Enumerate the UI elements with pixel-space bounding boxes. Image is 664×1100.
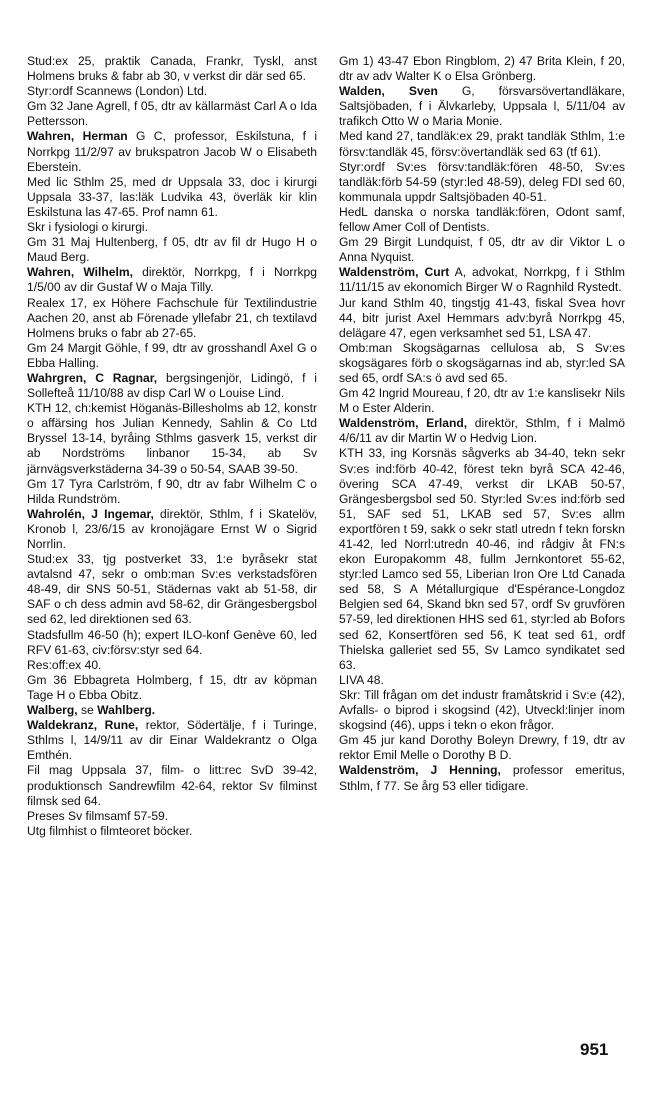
entry-name: Waldenström, J Henning, bbox=[339, 763, 501, 778]
entry-paragraph: Res:off:ex 40. bbox=[27, 657, 102, 672]
entry-text: bergsingenjör, Lidingö, f i Sollefteå 11/10/88 av disp Carl W o Louise Lind. bbox=[27, 370, 317, 401]
entry-paragraph: Gm 45 jur kand Dorothy Boleyn Drewry, f 19, dtr av rektor Emil Melle o Dorothy B D. bbox=[339, 733, 625, 763]
entry-paragraph: Stud:ex 33, tjg postverket 33, 1:e byråsekr stat avtalsnd 47, sekr o omb:man Sv:es verkstadsfören 48-49, dir SNS 50-51, Städernas vakt ab 51-58, dir SAF o ch dess admin avd 58-62, dir Grängesbergsbol sed 62, led direktionen sed 63. bbox=[27, 552, 317, 627]
entry-name: Wahrgren, C Ragnar, bbox=[27, 370, 158, 385]
biography-entry bbox=[27, 507, 317, 552]
entry-paragraph: HedL danska o norska tandläk:fören, Odont samf, fellow Amer Coll of Dentists. bbox=[339, 204, 625, 235]
entry-paragraph: Styr:ordf Sv:es försv:tandläk:fören 48-50, Sv:es tandläk:förb 54-59 (styr:led 48-59), deleg FDI sed 60, kommunala uppdr Saltsjöbaden 40-51. bbox=[339, 159, 625, 204]
biography-entry bbox=[27, 718, 317, 763]
entry-text: direktör, Norrkpg, f i Norrkpg 1/5/00 av dir Gustaf W o Maja Tilly. bbox=[27, 265, 317, 295]
entry-name: Wahren, Wilhelm, bbox=[27, 265, 133, 280]
biography-entry bbox=[339, 416, 625, 446]
entry-paragraph: Utg filmhist o filmteoret böcker. bbox=[27, 823, 193, 838]
entry-name: Wahrolén, J Ingemar, bbox=[27, 506, 154, 521]
biography-entry bbox=[339, 763, 625, 793]
entry-paragraph: Realex 17, ex Höhere Fachschule für Textilindustrie Aachen 20, anst ab Förenade yllefabr 21, ch textilavd Holmens bruks o fabr ab 27-65. bbox=[27, 295, 317, 340]
entry-paragraph: KTH 33, ing Korsnäs sågverks ab 34-40, tekn sekr Sv:es ind:förb 40-42, förest tekn byrå SCA 42-46, övering SCA 47-49, verkst dir LKAB 50-57, Grängesbergsbol sed 50. Styr:led Sv:es ind:förb sed 51, SAF sed 51, LKAB sed 57, Sv:es allm exportfören t 59, sakk o sekr statl utredn f tekn forskn 41-42, led Norrl:utredn 40-46, ind rådgiv åt FN:s ekon Europakomm 48, fullm Jernkontoret 55-62, styr:led Lamco sed 55, Liberian Iron Ore Ltd Canada sed 58, S A Métallurgique d'Espérance-Longdoz Belgien sed 64, Skand bkn sed 57, ordf Sv gruvfören 57-59, led direktionen HHS sed 61, styr:led ab Bofors sed 62, Konsertfören sed 56, K teat sed 61, ordf Thielska galleriet sed 55, Sv Lamco syndikatet sed 63. bbox=[339, 446, 625, 672]
entry-text: direktör, Sthlm, f i Skatelöv, Kronob l, 23/6/15 av kronojägare Ernst W o Sigrid Norrlin. bbox=[27, 506, 317, 551]
entry-text: rektor, Södertälje, f i Turinge, Sthlms l, 14/9/11 av dir Einar Waldekrantz o Olga Emthén. bbox=[27, 718, 317, 763]
biography-entry bbox=[27, 265, 317, 295]
entry-name: Wahren, Herman bbox=[27, 129, 128, 144]
biography-entry: Walberg, se Wahlberg. bbox=[27, 703, 156, 718]
entry-paragraph: Gm 36 Ebbagreta Holmberg, f 15, dtr av köpman Tage H o Ebba Obitz. bbox=[27, 672, 317, 702]
entry-paragraph: Gm 24 Margit Göhle, f 99, dtr av grosshandl Axel G o Ebba Halling. bbox=[27, 340, 317, 370]
entry-paragraph: Skr i fysiologi o kirurgi. bbox=[27, 220, 148, 235]
biography-entry bbox=[339, 84, 625, 129]
entry-paragraph: Styr:ordf Scannews (London) Ltd. bbox=[27, 84, 208, 99]
entry-name: Waldekranz, Rune, bbox=[27, 718, 139, 733]
page-number: 951 bbox=[580, 1040, 609, 1059]
entry-name: Waldenström, Curt bbox=[339, 265, 450, 280]
entry-text: professor emeritus, Sthlm, f 77. Se årg 53 eller tidigare. bbox=[339, 763, 625, 793]
left-column bbox=[27, 54, 317, 839]
entry-paragraph: Omb:man Skogsägarnas cellulosa ab, S Sv:es skogsägares förb o skogsägarnas ind ab, styr:led SA sed 65, ordf SA:s ö avd sed 65. bbox=[339, 340, 625, 385]
entry-paragraph: Stadsfullm 46-50 (h); expert ILO-konf Genève 60, led RFV 61-63, civ:försv:styr sed 64. bbox=[27, 627, 317, 657]
cross-reference-name: Wahlberg. bbox=[97, 703, 156, 718]
entry-paragraph: Gm 17 Tyra Carlström, f 90, dtr av fabr Wilhelm C o Hilda Rundström. bbox=[27, 476, 317, 506]
entry-text: direktör, Sthlm, f i Malmö 4/6/11 av dir Martin W o Hedvig Lion. bbox=[339, 416, 625, 446]
entry-paragraph: Skr: Till frågan om det industr framåtskrid i Sv:e (42), Avfalls- o biprod i skogsind (42), Utveckl:linjer inom skogsind (46), upps i tekn o ekon frågor. bbox=[339, 687, 625, 733]
entry-paragraph: Preses Sv filmsamf 57-59. bbox=[27, 808, 169, 823]
entry-paragraph: Gm 1) 43-47 Ebon Ringblom, 2) 47 Brita Klein, f 20, dtr av adv Walter K o Elsa Grönberg. bbox=[339, 54, 625, 84]
entry-paragraph: KTH 12, ch:kemist Höganäs-Billesholms ab 12, konstr o affärsing hos Julian Kennedy, Sahlin & Co Ltd Bryssel 13-14, byråing Sthlms gasverk 15, verkst dir ab Nordströms linbanor 15-34, ab Sv järnvägsverkstäderna 34-39 o 50-54, SAAB 39-50. bbox=[27, 401, 317, 476]
biography-entry bbox=[27, 371, 317, 401]
entry-name: Walden, Sven bbox=[339, 84, 438, 99]
entry-paragraph: Gm 29 Birgit Lundquist, f 05, dtr av dir Viktor L o Anna Nyquist. bbox=[339, 235, 625, 265]
biography-entry bbox=[27, 129, 317, 174]
entry-paragraph: Fil mag Uppsala 37, film- o litt:rec SvD 39-42, produktionsch Sandrewfilm 42-64, rektor Sv filminst filmsk sed 64. bbox=[27, 763, 317, 808]
entry-text: G, försvarsövertandläkare, Saltsjöbaden, f i Älvkarleby, Uppsala l, 5/11/04 av trafikch Otto W o Maria Monie. bbox=[339, 84, 626, 129]
entry-paragraph: Gm 32 Jane Agrell, f 05, dtr av källarmäst Carl A o Ida Pettersson. bbox=[27, 99, 317, 129]
entry-text: G C, professor, Eskilstuna, f i Norrkpg 11/2/97 av brukspatron Jacob W o Elisabeth Eberstein. bbox=[27, 129, 318, 174]
entry-paragraph: Gm 31 Maj Hultenberg, f 05, dtr av fil dr Hugo H o Maud Berg. bbox=[27, 235, 317, 265]
entry-paragraph: Gm 42 Ingrid Moureau, f 20, dtr av 1:e kanslisekr Nils M o Ester Alderin. bbox=[339, 386, 625, 416]
right-column bbox=[339, 54, 625, 794]
entry-paragraph: Med kand 27, tandläk:ex 29, prakt tandläk Sthlm, 1:e försv:tandläk 45, försv:övertandläk sed 63 (tf 61). bbox=[339, 129, 625, 159]
entry-paragraph: Jur kand Sthlm 40, tingstjg 41-43, fiskal Svea hovr 44, bitr jurist Axel Hemmars adv:byrå Norrkpg 45, delägare 47, egen verksamhet sed 51, LSA 47. bbox=[339, 295, 625, 340]
entry-paragraph: Med lic Sthlm 25, med dr Uppsala 33, doc i kirurgi Uppsala 33-37, las:läk Ludvika 43, överläk kir klin Eskilstuna las 47-65. Prof namn 61. bbox=[27, 174, 317, 219]
entry-name: Waldenström, Erland, bbox=[339, 416, 468, 431]
entry-name: Walberg, bbox=[27, 703, 78, 718]
entry-paragraph: LIVA 48. bbox=[339, 672, 384, 687]
entry-paragraph: Stud:ex 25, praktik Canada, Frankr, Tyskl, anst Holmens bruks & fabr ab 30, v verkst dir där sed 65. bbox=[27, 54, 317, 84]
entry-text: A, advokat, Norrkpg, f i Sthlm 11/11/15 av ekonomich Birger W o Ragnhild Rystedt. bbox=[339, 265, 625, 295]
biography-entry bbox=[339, 265, 625, 295]
